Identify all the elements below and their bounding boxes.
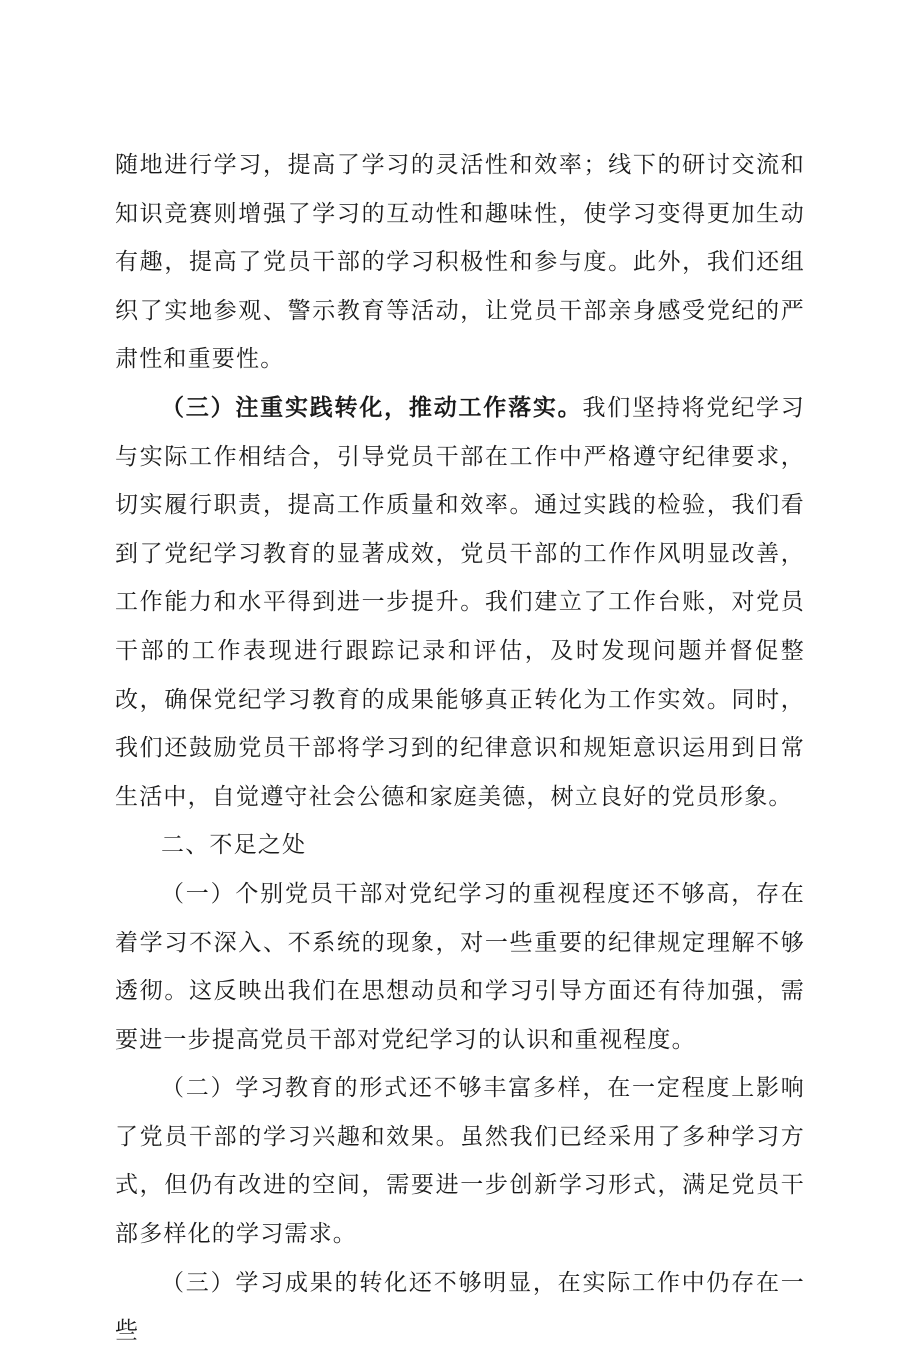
paragraph-learning-methods: 随地进行学习，提高了学习的灵活性和效率；线下的研讨交流和知识竞赛则增强了学习的互动性和趣味性，使学习变得更加生动有趣，提高了党员干部的学习积极性和参与度。此外，我们还组织了实地参观、警示教育等活动，让党员干部亲身感受党纪的严肃性和重要性。 [115,152,805,373]
paragraph-shortcoming-2: （二）学习教育的形式还不够丰富多样，在一定程度上影响了党员干部的学习兴趣和效果。虽然我们已经采用了多种学习方式，但仍有改进的空间，需要进一步创新学习形式，满足党员干部多样化的学习需求。 [115,1075,805,1248]
paragraph-body-text: 我们坚持将党纪学习与实际工作相结合，引导党员干部在工作中严格遵守纪律要求，切实履行职责，提高工作质量和效率。通过实践的检验，我们看到了党纪学习教育的显著成效，党员干部的工作作风明显改善，工作能力和水平得到进一步提升。我们建立了工作台账，对党员干部的工作表现进行跟踪记录和评估，及时发现问题并督促整改，确保党纪学习教育的成果能够真正转化为工作实效。同时，我们还鼓励党员干部将学习到的纪律意识和规矩意识运用到日常生活中，自觉遵守社会公德和家庭美德，树立良好的党员形象。 [115,394,805,810]
paragraph-practice-transformation [115,384,805,821]
document-body [115,141,805,1356]
paragraph-heading-bold: （三）注重实践转化，推动工作落实。 [161,393,583,421]
paragraph-shortcoming-1: （一）个别党员干部对党纪学习的重视程度还不够高，存在着学习不深入、不系统的现象，对一些重要的纪律规定理解不够透彻。这反映出我们在思想动员和学习引导方面还有待加强，需要进一步提高党员干部对党纪学习的认识和重视程度。 [115,880,805,1053]
paragraph-shortcoming-3: （三）学习成果的转化还不够明显，在实际工作中仍存在一些 [115,1269,805,1345]
section-heading-shortcomings: 二、不足之处 [161,832,307,859]
